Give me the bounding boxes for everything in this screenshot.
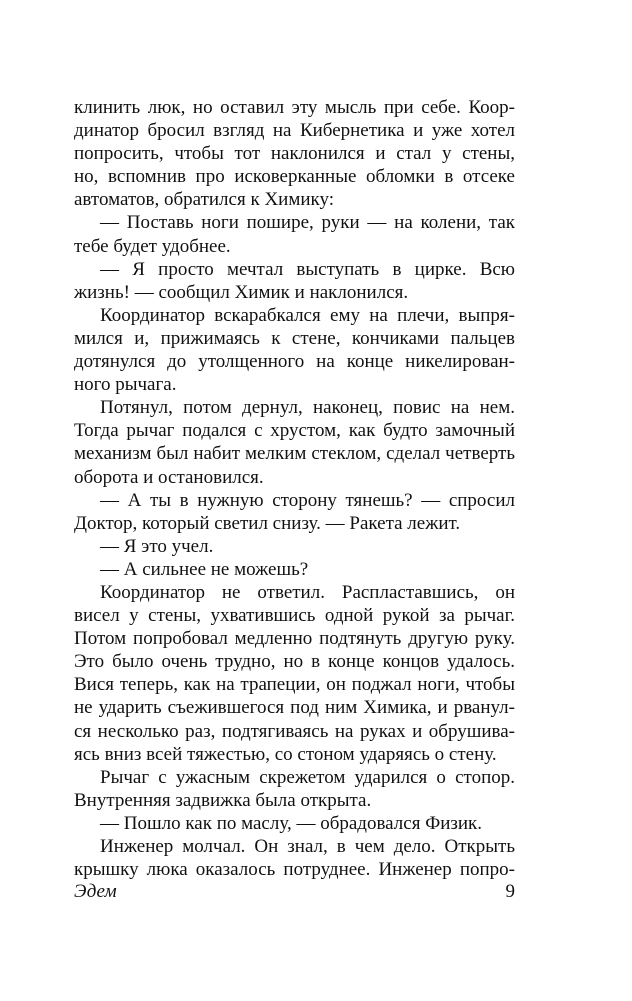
body-text: [74, 96, 515, 881]
text-line: ся несколько раз, подтягиваясь на руках и обрушива-: [74, 720, 515, 742]
text-line: ного рычага.: [74, 374, 177, 396]
text-line: — Поставь ноги пошире, руки — на колени, так: [100, 212, 515, 234]
page-number: 9: [505, 881, 515, 902]
text-line: крышку люка оказалось потруднее. Инженер попро-: [74, 859, 515, 881]
text-line: Координатор не ответил. Распластавшись, он: [100, 581, 515, 603]
text-line: Вися теперь, как на трапеции, он поджал ноги, чтобы: [74, 674, 515, 696]
page-footer: [74, 880, 515, 903]
text-line: динатор бросил взгляд на Кибернетика и уже хотел: [74, 120, 515, 142]
text-line: висел у стены, ухватившись одной рукой за рычаг.: [74, 605, 515, 627]
text-line: дотянулся до утолщенного на конце никелирован-: [74, 351, 515, 373]
text-line: оборота и остановился.: [74, 466, 264, 488]
text-line: Доктор, который светил снизу. — Ракета лежит.: [74, 512, 461, 534]
text-line: Потянул, потом дернул, наконец, повис на нем.: [100, 397, 515, 419]
text-line: Потом попробовал медленно подтянуть другую руку.: [74, 628, 515, 650]
text-line: Координатор вскарабкался ему на плечи, выпря-: [100, 304, 515, 326]
text-line: Тогда рычаг подался с хрустом, как будто замочный: [74, 420, 515, 442]
running-title: Эдем: [74, 881, 117, 902]
text-line: не ударить съежившегося под ним Химика, и рванул-: [74, 697, 515, 719]
text-line: — Пошло как по маслу, — обрадовался Физик.: [100, 812, 483, 834]
text-line: но, вспомнив про исковерканные обломки в отсеке: [74, 166, 515, 188]
text-line: мился и, прижимаясь к стене, кончиками пальцев: [74, 327, 515, 349]
text-line: — Я просто мечтал выступать в цирке. Всю: [100, 258, 515, 280]
text-line: Внутренняя задвижка была открыта.: [74, 789, 372, 811]
text-line: — Я это учел.: [100, 535, 214, 557]
text-line: ясь вниз всей тяжестью, со стоном ударяясь о стену.: [74, 743, 497, 765]
text-line: — А сильнее не можешь?: [100, 558, 309, 580]
text-line: тебе будет удобнее.: [74, 235, 231, 257]
text-line: механизм был набит мелким стеклом, сделал четверть: [74, 443, 515, 465]
text-line: попросить, чтобы тот наклонился и стал у стены,: [74, 143, 515, 165]
text-line: Рычаг с ужасным скрежетом ударился о стопор.: [100, 766, 515, 788]
text-line: клинить люк, но оставил эту мысль при себе. Коор-: [74, 97, 515, 118]
text-line: — А ты в нужную сторону тянешь? — спросил: [100, 489, 515, 511]
text-line: Инженер молчал. Он знал, в чем дело. Открыть: [100, 836, 515, 857]
text-line: Это было очень трудно, но в конце концов удалось.: [74, 651, 515, 673]
text-line: автоматов, обратился к Химику:: [74, 189, 335, 211]
text-line: жизнь! — сообщил Химик и наклонился.: [74, 281, 409, 303]
